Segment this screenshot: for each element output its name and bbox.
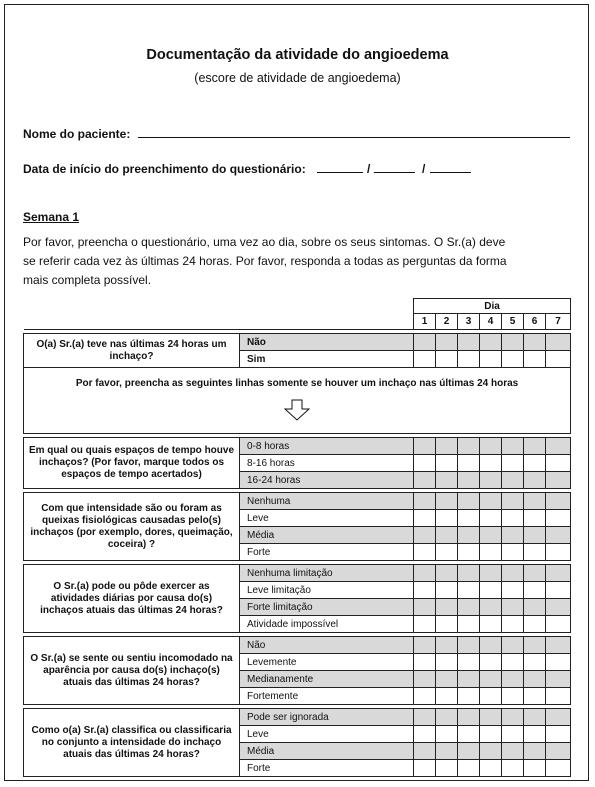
discomfort-2-day-7-checkbox[interactable] [546, 527, 571, 544]
appearance-2-day-7-checkbox[interactable] [546, 671, 571, 688]
overall-intensity-0-day-6-checkbox[interactable] [524, 709, 546, 726]
discomfort-2-day-2-checkbox[interactable] [436, 527, 458, 544]
overall-intensity-1-day-7-checkbox[interactable] [546, 726, 571, 743]
time-period-1-day-3-checkbox[interactable] [458, 455, 480, 472]
conditional-instruction [24, 368, 571, 434]
swelling-0-day-1-checkbox[interactable] [414, 334, 436, 351]
day-number: 6 [524, 314, 546, 330]
swelling-question: O(a) Sr.(a) teve nas últimas 24 horas um inchaço? [24, 334, 240, 368]
table-row [24, 334, 571, 351]
discomfort-1-day-1-checkbox[interactable] [414, 510, 436, 527]
discomfort-3-day-2-checkbox[interactable] [436, 544, 458, 561]
appearance-1-day-1-checkbox[interactable] [414, 654, 436, 671]
appearance-2-day-1-checkbox[interactable] [414, 671, 436, 688]
daily-activity-2-day-4-checkbox[interactable] [480, 599, 502, 616]
overall-intensity-option: Média [240, 743, 414, 760]
discomfort-option: Leve [240, 510, 414, 527]
discomfort-2-day-1-checkbox[interactable] [414, 527, 436, 544]
daily-activity-0-day-6-checkbox[interactable] [524, 565, 546, 582]
day-number: 7 [546, 314, 571, 330]
swelling-0-day-6-checkbox[interactable] [524, 334, 546, 351]
appearance-2-day-4-checkbox[interactable] [480, 671, 502, 688]
date-separator: / [367, 162, 371, 176]
appearance-0-day-6-checkbox[interactable] [524, 637, 546, 654]
daily-activity-0-day-7-checkbox[interactable] [546, 565, 571, 582]
daily-activity-option: Atividade impossível [240, 616, 414, 633]
appearance-2-day-5-checkbox[interactable] [502, 671, 524, 688]
appearance-0-day-7-checkbox[interactable] [546, 637, 571, 654]
appearance-option: Não [240, 637, 414, 654]
appearance-1-day-7-checkbox[interactable] [546, 654, 571, 671]
table-row [24, 709, 571, 726]
page-title: Documentação da atividade do angioedema [146, 47, 449, 63]
time-period-question: Em qual ou quais espaços de tempo houve inchaços? (Por favor, marque todos os espaços de tempo acertados) [24, 438, 240, 489]
overall-intensity-1-day-3-checkbox[interactable] [458, 726, 480, 743]
swelling-1-day-3-checkbox[interactable] [458, 351, 480, 368]
discomfort-0-day-4-checkbox[interactable] [480, 493, 502, 510]
overall-intensity-2-day-5-checkbox[interactable] [502, 743, 524, 760]
table-row [24, 565, 571, 582]
daily-activity-option: Nenhuma limitação [240, 565, 414, 582]
swelling-0-day-3-checkbox[interactable] [458, 334, 480, 351]
daily-activity-question: O Sr.(a) pode ou pôde exercer as atividades diárias por causa do(s) inchaços atuais das últimas 24 horas? [24, 565, 240, 633]
daily-activity-3-day-5-checkbox[interactable] [502, 616, 524, 633]
day-number: 3 [458, 314, 480, 330]
week-label: Semana 1 [23, 210, 80, 224]
appearance-3-day-3-checkbox[interactable] [458, 688, 480, 705]
daily-activity-option: Forte limitação [240, 599, 414, 616]
patient-name-label: Nome do paciente: [23, 127, 131, 141]
daily-activity-1-day-7-checkbox[interactable] [546, 582, 571, 599]
swelling-0-day-5-checkbox[interactable] [502, 334, 524, 351]
discomfort-0-day-5-checkbox[interactable] [502, 493, 524, 510]
start-date-day-field[interactable] [317, 172, 363, 173]
time-period-0-day-3-checkbox[interactable] [458, 438, 480, 455]
appearance-3-day-7-checkbox[interactable] [546, 688, 571, 705]
appearance-1-day-5-checkbox[interactable] [502, 654, 524, 671]
appearance-0-day-1-checkbox[interactable] [414, 637, 436, 654]
daily-activity-2-day-5-checkbox[interactable] [502, 599, 524, 616]
appearance-question: O Sr.(a) se sente ou sentiu incomodado na aparência por causa do(s) inchaço(s) atuais das últimas 24 horas? [24, 637, 240, 705]
overall-intensity-2-day-2-checkbox[interactable] [436, 743, 458, 760]
time-period-option: 16-24 horas [240, 472, 414, 489]
appearance-3-day-4-checkbox[interactable] [480, 688, 502, 705]
time-period-0-day-7-checkbox[interactable] [546, 438, 571, 455]
time-period-0-day-5-checkbox[interactable] [502, 438, 524, 455]
appearance-0-day-3-checkbox[interactable] [458, 637, 480, 654]
daily-activity-0-day-3-checkbox[interactable] [458, 565, 480, 582]
appearance-2-day-3-checkbox[interactable] [458, 671, 480, 688]
discomfort-0-day-6-checkbox[interactable] [524, 493, 546, 510]
daily-activity-1-day-6-checkbox[interactable] [524, 582, 546, 599]
time-period-2-day-6-checkbox[interactable] [524, 472, 546, 489]
overall-intensity-1-day-5-checkbox[interactable] [502, 726, 524, 743]
appearance-3-day-2-checkbox[interactable] [436, 688, 458, 705]
table-row [24, 438, 571, 455]
discomfort-1-day-3-checkbox[interactable] [458, 510, 480, 527]
discomfort-1-day-5-checkbox[interactable] [502, 510, 524, 527]
swelling-1-day-1-checkbox[interactable] [414, 351, 436, 368]
instruction-line: se referir cada vez às últimas 24 horas. Por favor, responda a todas as perguntas da forma [23, 254, 507, 268]
daily-activity-option: Leve limitação [240, 582, 414, 599]
discomfort-0-day-1-checkbox[interactable] [414, 493, 436, 510]
appearance-option: Fortemente [240, 688, 414, 705]
discomfort-1-day-7-checkbox[interactable] [546, 510, 571, 527]
table-row [24, 493, 571, 510]
daily-activity-2-day-3-checkbox[interactable] [458, 599, 480, 616]
time-period-2-day-2-checkbox[interactable] [436, 472, 458, 489]
overall-intensity-1-day-2-checkbox[interactable] [436, 726, 458, 743]
time-period-option: 8-16 horas [240, 455, 414, 472]
discomfort-option: Forte [240, 544, 414, 561]
table-corner [24, 299, 414, 314]
discomfort-3-day-7-checkbox[interactable] [546, 544, 571, 561]
daily-activity-1-day-2-checkbox[interactable] [436, 582, 458, 599]
daily-activity-0-day-1-checkbox[interactable] [414, 565, 436, 582]
daily-activity-3-day-1-checkbox[interactable] [414, 616, 436, 633]
discomfort-2-day-3-checkbox[interactable] [458, 527, 480, 544]
overall-intensity-2-day-3-checkbox[interactable] [458, 743, 480, 760]
symptom-table [23, 298, 571, 777]
appearance-0-day-4-checkbox[interactable] [480, 637, 502, 654]
swelling-1-day-4-checkbox[interactable] [480, 351, 502, 368]
appearance-1-day-3-checkbox[interactable] [458, 654, 480, 671]
table-corner [24, 314, 414, 330]
daily-activity-3-day-3-checkbox[interactable] [458, 616, 480, 633]
discomfort-3-day-1-checkbox[interactable] [414, 544, 436, 561]
swelling-option: Sim [240, 351, 414, 368]
daily-activity-2-day-7-checkbox[interactable] [546, 599, 571, 616]
swelling-1-day-6-checkbox[interactable] [524, 351, 546, 368]
overall-intensity-3-day-6-checkbox[interactable] [524, 760, 546, 777]
appearance-3-day-1-checkbox[interactable] [414, 688, 436, 705]
table-row [24, 368, 571, 434]
discomfort-3-day-5-checkbox[interactable] [502, 544, 524, 561]
time-period-2-day-1-checkbox[interactable] [414, 472, 436, 489]
overall-intensity-option: Pode ser ignorada [240, 709, 414, 726]
swelling-1-day-7-checkbox[interactable] [546, 351, 571, 368]
date-separator: / [422, 162, 426, 176]
daily-activity-2-day-6-checkbox[interactable] [524, 599, 546, 616]
patient-name-field[interactable] [138, 137, 570, 138]
time-period-2-day-4-checkbox[interactable] [480, 472, 502, 489]
overall-intensity-1-day-4-checkbox[interactable] [480, 726, 502, 743]
overall-intensity-0-day-5-checkbox[interactable] [502, 709, 524, 726]
overall-intensity-3-day-2-checkbox[interactable] [436, 760, 458, 777]
overall-intensity-question: Como o(a) Sr.(a) classifica ou classificaria no conjunto a intensidade do inchaço atuais das últimas 24 horas? [24, 709, 240, 777]
time-period-0-day-4-checkbox[interactable] [480, 438, 502, 455]
overall-intensity-option: Forte [240, 760, 414, 777]
daily-activity-0-day-2-checkbox[interactable] [436, 565, 458, 582]
discomfort-option: Média [240, 527, 414, 544]
time-period-2-day-7-checkbox[interactable] [546, 472, 571, 489]
time-period-1-day-4-checkbox[interactable] [480, 455, 502, 472]
discomfort-question: Com que intensidade são ou foram as queixas fisiológicas causadas pelo(s) inchaços (por exemplo, dores, queimação, coceira) ? [24, 493, 240, 561]
overall-intensity-0-day-1-checkbox[interactable] [414, 709, 436, 726]
daily-activity-3-day-2-checkbox[interactable] [436, 616, 458, 633]
swelling-1-day-2-checkbox[interactable] [436, 351, 458, 368]
overall-intensity-2-day-4-checkbox[interactable] [480, 743, 502, 760]
time-period-1-day-6-checkbox[interactable] [524, 455, 546, 472]
swelling-0-day-4-checkbox[interactable] [480, 334, 502, 351]
time-period-1-day-2-checkbox[interactable] [436, 455, 458, 472]
page-subtitle: (escore de atividade de angioedema) [194, 71, 401, 85]
time-period-1-day-1-checkbox[interactable] [414, 455, 436, 472]
day-header: Dia [414, 299, 571, 314]
discomfort-2-day-5-checkbox[interactable] [502, 527, 524, 544]
appearance-3-day-6-checkbox[interactable] [524, 688, 546, 705]
appearance-option: Levemente [240, 654, 414, 671]
appearance-2-day-2-checkbox[interactable] [436, 671, 458, 688]
time-period-1-day-5-checkbox[interactable] [502, 455, 524, 472]
conditional-instruction-text: Por favor, preencha as seguintes linhas somente se houver um inchaço nas últimas 24 horas [75, 378, 519, 389]
time-period-0-day-1-checkbox[interactable] [414, 438, 436, 455]
overall-intensity-0-day-7-checkbox[interactable] [546, 709, 571, 726]
swelling-0-day-2-checkbox[interactable] [436, 334, 458, 351]
time-period-0-day-2-checkbox[interactable] [436, 438, 458, 455]
daily-activity-2-day-1-checkbox[interactable] [414, 599, 436, 616]
time-period-0-day-6-checkbox[interactable] [524, 438, 546, 455]
day-number: 4 [480, 314, 502, 330]
discomfort-3-day-3-checkbox[interactable] [458, 544, 480, 561]
overall-intensity-3-day-4-checkbox[interactable] [480, 760, 502, 777]
discomfort-2-day-6-checkbox[interactable] [524, 527, 546, 544]
discomfort-option: Nenhuma [240, 493, 414, 510]
overall-intensity-1-day-6-checkbox[interactable] [524, 726, 546, 743]
discomfort-1-day-2-checkbox[interactable] [436, 510, 458, 527]
daily-activity-1-day-5-checkbox[interactable] [502, 582, 524, 599]
table-row [24, 314, 571, 330]
start-date-year-field[interactable] [430, 172, 471, 173]
overall-intensity-option: Leve [240, 726, 414, 743]
overall-intensity-3-day-1-checkbox[interactable] [414, 760, 436, 777]
discomfort-3-day-6-checkbox[interactable] [524, 544, 546, 561]
overall-intensity-1-day-1-checkbox[interactable] [414, 726, 436, 743]
daily-activity-1-day-3-checkbox[interactable] [458, 582, 480, 599]
time-period-option: 0-8 horas [240, 438, 414, 455]
overall-intensity-3-day-7-checkbox[interactable] [546, 760, 571, 777]
instructions [23, 233, 523, 290]
discomfort-0-day-2-checkbox[interactable] [436, 493, 458, 510]
instruction-line: mais completa possível. [23, 273, 152, 287]
daily-activity-3-day-4-checkbox[interactable] [480, 616, 502, 633]
swelling-option: Não [240, 334, 414, 351]
start-date-month-field[interactable] [374, 172, 415, 173]
day-number: 2 [436, 314, 458, 330]
overall-intensity-2-day-1-checkbox[interactable] [414, 743, 436, 760]
time-period-2-day-5-checkbox[interactable] [502, 472, 524, 489]
table-row [24, 299, 571, 314]
day-number: 1 [414, 314, 436, 330]
overall-intensity-3-day-5-checkbox[interactable] [502, 760, 524, 777]
discomfort-0-day-7-checkbox[interactable] [546, 493, 571, 510]
overall-intensity-2-day-7-checkbox[interactable] [546, 743, 571, 760]
discomfort-1-day-6-checkbox[interactable] [524, 510, 546, 527]
daily-activity-3-day-6-checkbox[interactable] [524, 616, 546, 633]
daily-activity-0-day-5-checkbox[interactable] [502, 565, 524, 582]
swelling-0-day-7-checkbox[interactable] [546, 334, 571, 351]
overall-intensity-0-day-4-checkbox[interactable] [480, 709, 502, 726]
overall-intensity-0-day-3-checkbox[interactable] [458, 709, 480, 726]
appearance-option: Medianamente [240, 671, 414, 688]
discomfort-2-day-4-checkbox[interactable] [480, 527, 502, 544]
overall-intensity-0-day-2-checkbox[interactable] [436, 709, 458, 726]
down-arrow-outline-icon [284, 399, 310, 421]
daily-activity-0-day-4-checkbox[interactable] [480, 565, 502, 582]
daily-activity-1-day-4-checkbox[interactable] [480, 582, 502, 599]
daily-activity-2-day-2-checkbox[interactable] [436, 599, 458, 616]
discomfort-1-day-4-checkbox[interactable] [480, 510, 502, 527]
discomfort-3-day-4-checkbox[interactable] [480, 544, 502, 561]
instruction-line: Por favor, preencha o questionário, uma vez ao dia, sobre os seus sintomas. O Sr.(a) deve [23, 235, 506, 249]
start-date-label: Data de início do preenchimento do questionário: [23, 162, 306, 176]
daily-activity-1-day-1-checkbox[interactable] [414, 582, 436, 599]
time-period-1-day-7-checkbox[interactable] [546, 455, 571, 472]
discomfort-0-day-3-checkbox[interactable] [458, 493, 480, 510]
table-row [24, 637, 571, 654]
overall-intensity-3-day-3-checkbox[interactable] [458, 760, 480, 777]
appearance-2-day-6-checkbox[interactable] [524, 671, 546, 688]
swelling-1-day-5-checkbox[interactable] [502, 351, 524, 368]
appearance-1-day-2-checkbox[interactable] [436, 654, 458, 671]
appearance-0-day-2-checkbox[interactable] [436, 637, 458, 654]
daily-activity-3-day-7-checkbox[interactable] [546, 616, 571, 633]
time-period-2-day-3-checkbox[interactable] [458, 472, 480, 489]
appearance-1-day-6-checkbox[interactable] [524, 654, 546, 671]
appearance-3-day-5-checkbox[interactable] [502, 688, 524, 705]
appearance-0-day-5-checkbox[interactable] [502, 637, 524, 654]
overall-intensity-2-day-6-checkbox[interactable] [524, 743, 546, 760]
day-number: 5 [502, 314, 524, 330]
appearance-1-day-4-checkbox[interactable] [480, 654, 502, 671]
